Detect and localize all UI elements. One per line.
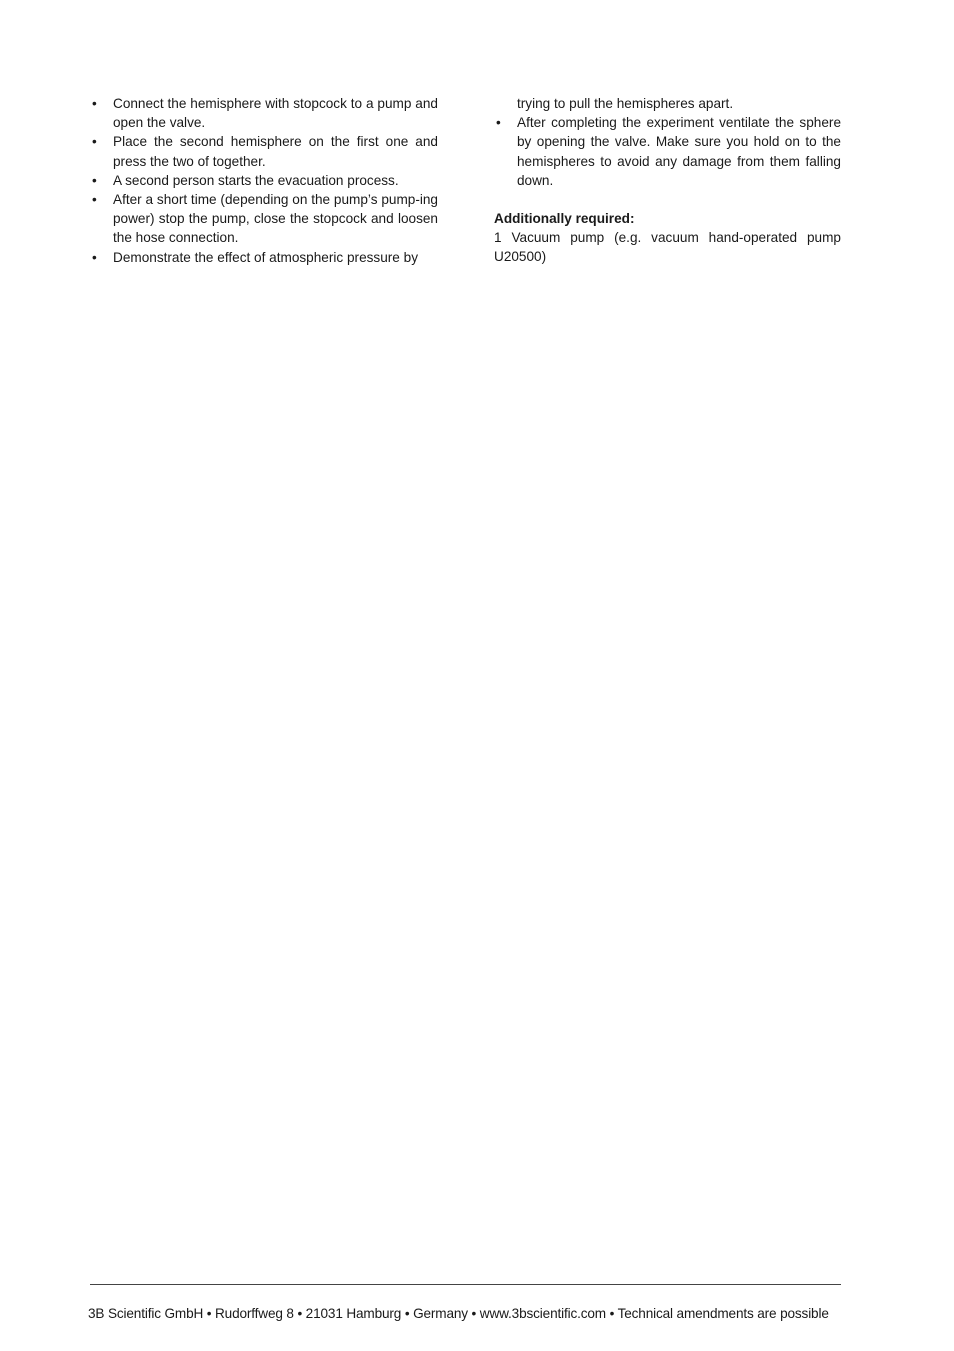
list-item xyxy=(90,171,438,190)
list-item xyxy=(90,248,438,267)
bullet-icon: • xyxy=(496,115,501,131)
required-equipment-text: 1 Vacuum pump (e.g. vacuum hand-operated pump U20500) xyxy=(494,230,841,265)
right-column xyxy=(494,94,841,267)
left-column xyxy=(90,94,438,267)
bullet-icon: • xyxy=(92,192,97,208)
list-item-text: A second person starts the evacuation process. xyxy=(113,172,399,188)
bullet-icon: • xyxy=(92,96,97,111)
list-item-text: After a short time (depending on the pump’s pump-ing power) stop the pump, close the stopcock and loosen the hose connection. xyxy=(113,192,438,246)
instruction-list-continued xyxy=(494,113,841,190)
section-heading: Additionally required: xyxy=(494,211,635,227)
list-item-text: After completing the experiment ventilate the sphere by opening the valve. Make sure you hold on to the hemispheres to avoid any damage from them falling down. xyxy=(517,115,841,188)
page-footer: 3B Scientific GmbH • Rudorffweg 8 • 21031 Hamburg • Germany • www.3bscientific.com • Technical amendments are possible xyxy=(88,1306,829,1321)
bullet-icon: • xyxy=(92,249,97,265)
bullet-icon: • xyxy=(92,172,97,188)
additionally-required-section xyxy=(494,209,841,267)
list-item xyxy=(494,113,841,190)
list-item-text: Place the second hemisphere on the first one and press the two of together. xyxy=(113,134,438,169)
bullet-icon: • xyxy=(92,134,97,150)
list-item-text: Connect the hemisphere with stopcock to a pump and open the valve. xyxy=(113,96,438,131)
footer-divider xyxy=(90,1284,841,1285)
list-item-continuation: trying to pull the hemispheres apart. xyxy=(517,96,734,111)
list-item xyxy=(90,132,438,170)
list-item-text: Demonstrate the effect of atmospheric pressure by xyxy=(113,249,419,265)
instruction-list xyxy=(90,94,438,267)
list-item xyxy=(90,94,438,132)
list-item xyxy=(90,190,438,248)
